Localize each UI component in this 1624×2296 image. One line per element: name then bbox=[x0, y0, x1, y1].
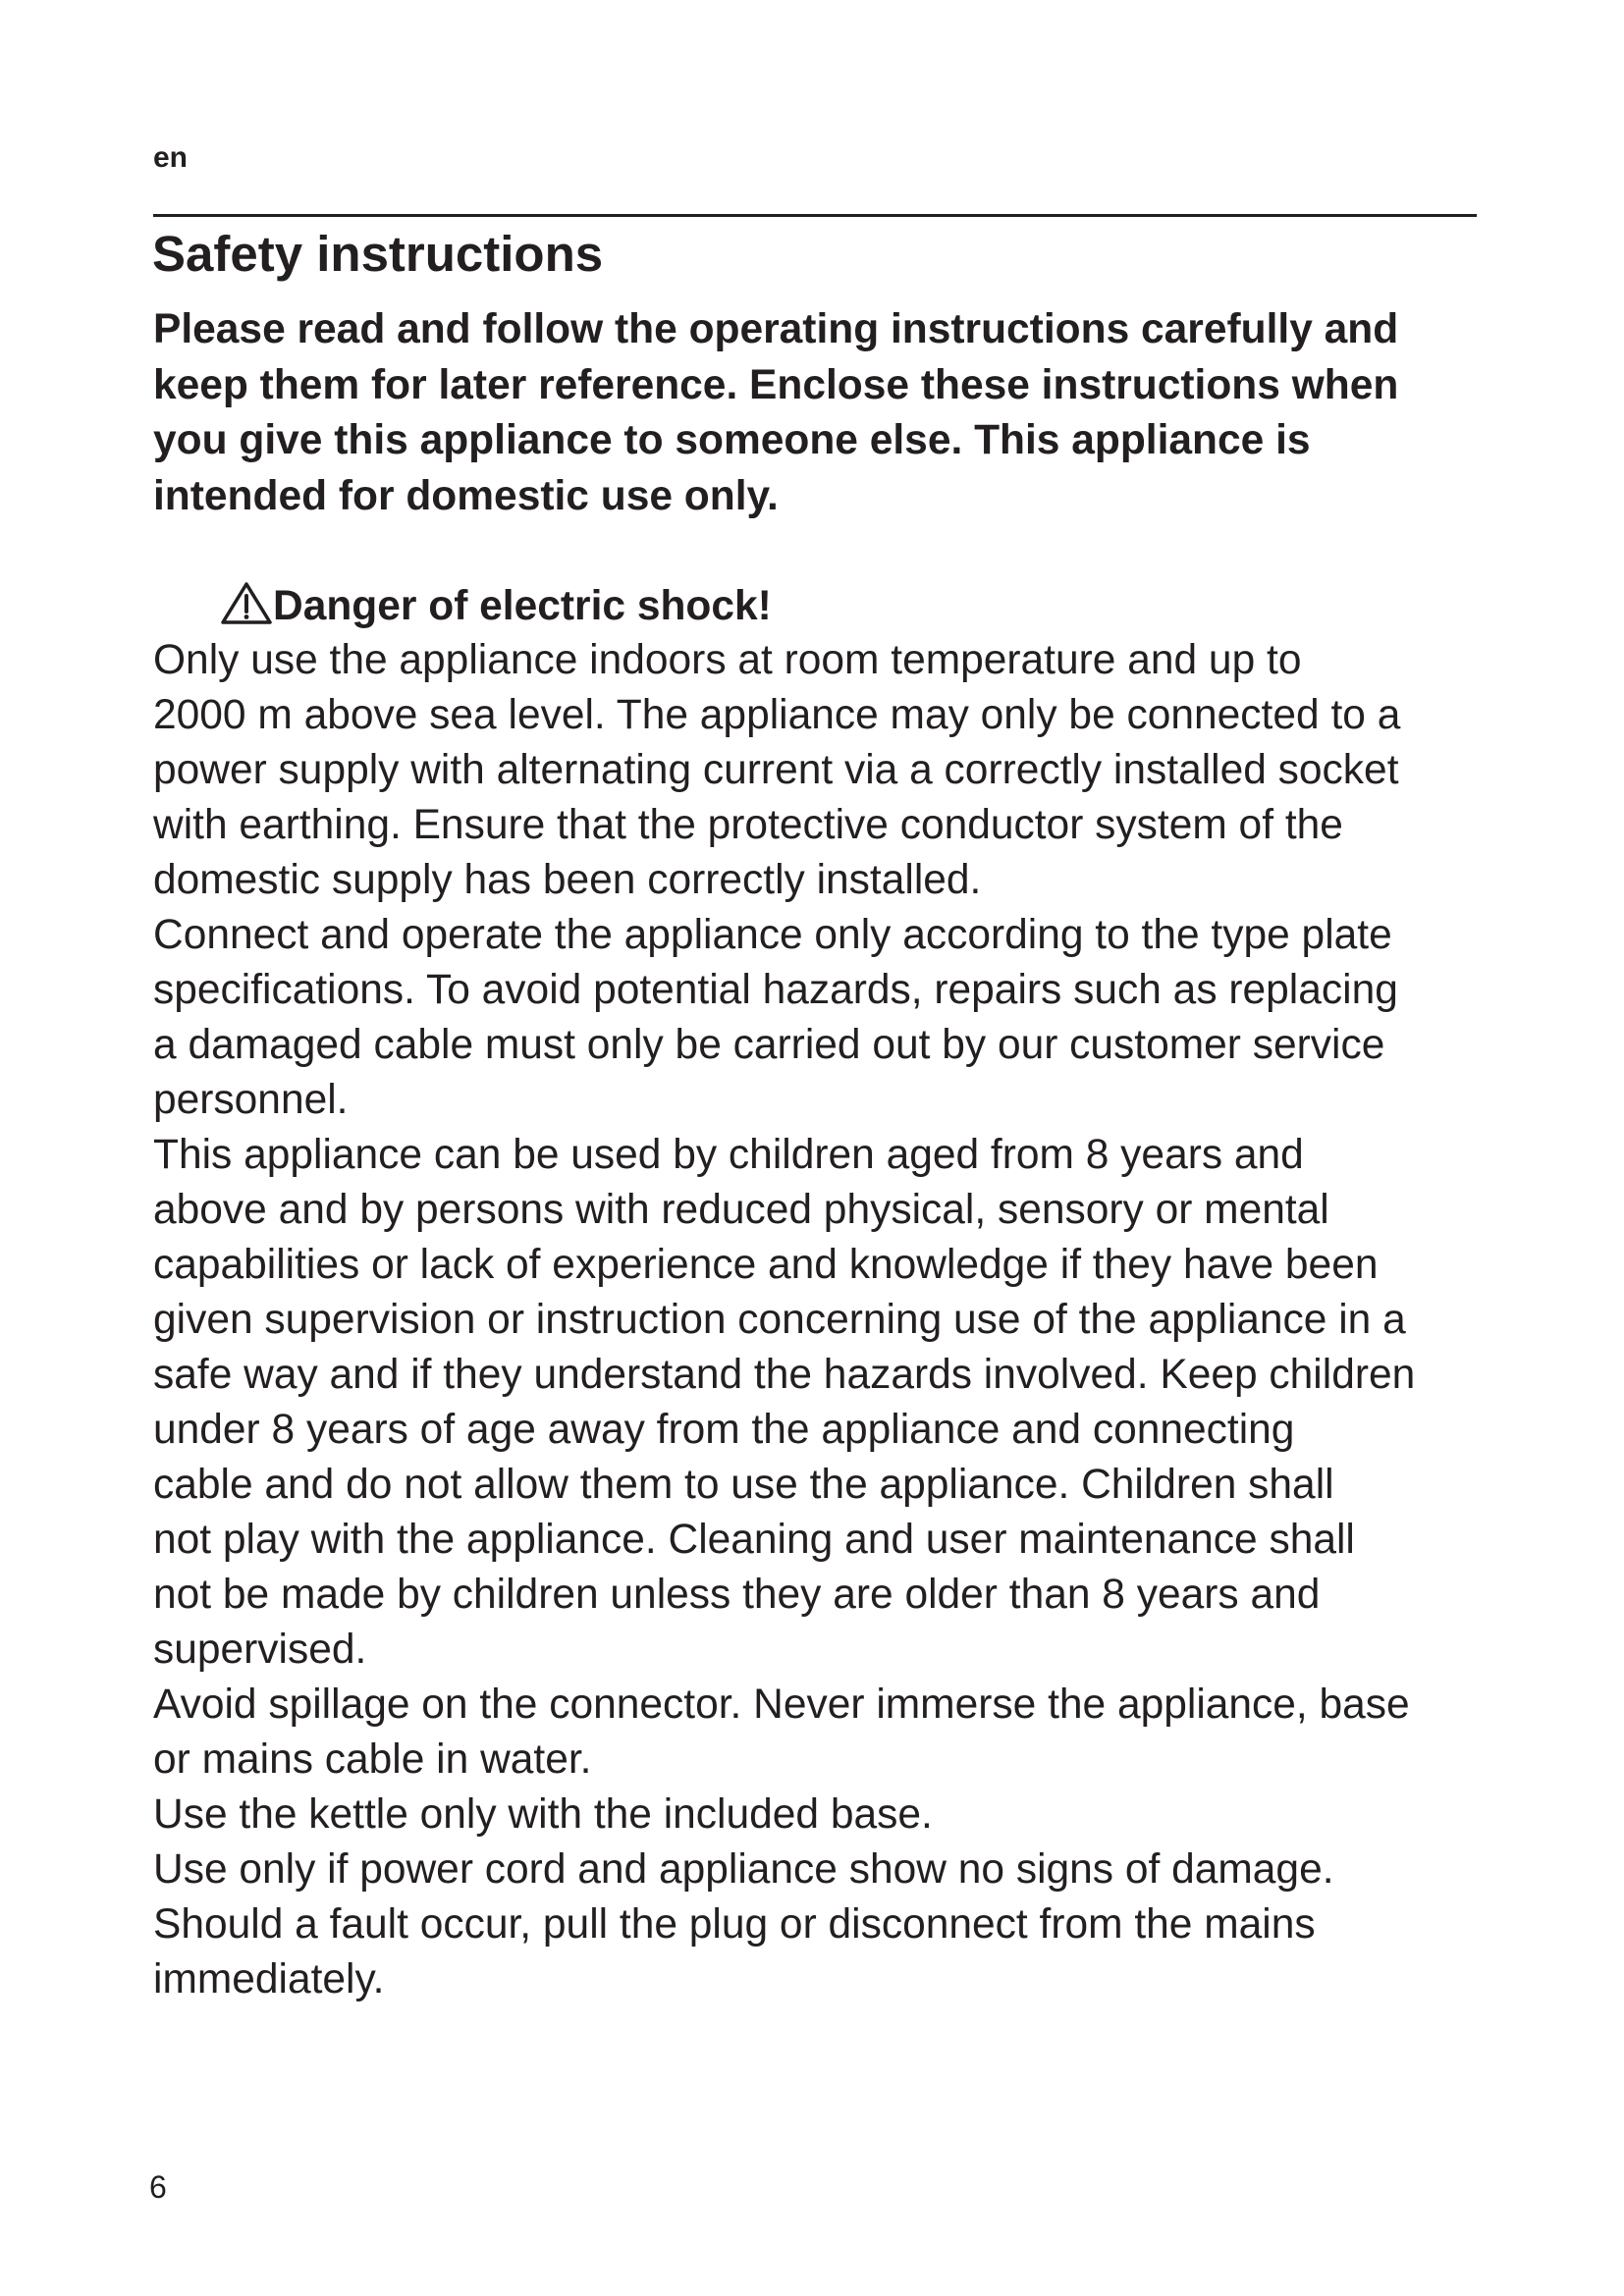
intro-line: intended for domestic use only. bbox=[153, 472, 779, 519]
section-title: Safety instructions bbox=[152, 226, 604, 282]
body-line: power supply with alternating current via a correctly installed socket bbox=[153, 747, 1399, 793]
body-line: immediately. bbox=[153, 1956, 385, 2002]
body-line: above and by persons with reduced physical, sensory or mental bbox=[153, 1187, 1329, 1233]
body-line: under 8 years of age away from the appliance and connecting bbox=[153, 1407, 1295, 1453]
body-line: Avoid spillage on the connector. Never immerse the appliance, base bbox=[153, 1682, 1410, 1728]
body-line: safe way and if they understand the hazards involved. Keep children bbox=[153, 1352, 1416, 1398]
warning-text: Danger of electric shock! bbox=[273, 583, 772, 629]
page-number: 6 bbox=[149, 2169, 167, 2205]
body-line: Should a fault occur, pull the plug or disconnect from the mains bbox=[153, 1901, 1316, 1948]
body-line: a damaged cable must only be carried out by our customer service bbox=[153, 1022, 1385, 1068]
body-line: not be made by children unless they are older than 8 years and bbox=[153, 1572, 1321, 1618]
body-line: supervised. bbox=[153, 1627, 367, 1673]
body-line: given supervision or instruction concerning use of the appliance in a bbox=[153, 1297, 1406, 1343]
body-line: Use only if power cord and appliance show no signs of damage. bbox=[153, 1846, 1334, 1893]
language-code: en bbox=[153, 141, 189, 174]
warning-heading bbox=[220, 579, 772, 634]
body-line: domestic supply has been correctly installed. bbox=[153, 857, 982, 903]
body-line: cable and do not allow them to use the appliance. Children shall bbox=[153, 1462, 1334, 1508]
body-line: Connect and operate the appliance only according to the type plate bbox=[153, 912, 1392, 958]
safety-body-text bbox=[153, 633, 1547, 2007]
intro-line: you give this appliance to someone else. This appliance is bbox=[153, 417, 1311, 463]
body-line: Only use the appliance indoors at room temperature and up to bbox=[153, 637, 1302, 683]
body-line: Use the kettle only with the included base. bbox=[153, 1791, 933, 1838]
body-line: or mains cable in water. bbox=[153, 1736, 592, 1783]
intro-line: keep them for later reference. Enclose these instructions when bbox=[153, 361, 1399, 408]
body-line: specifications. To avoid potential hazards, repairs such as replacing bbox=[153, 967, 1398, 1013]
body-line: with earthing. Ensure that the protective conductor system of the bbox=[153, 802, 1343, 848]
body-line: not play with the appliance. Cleaning and user maintenance shall bbox=[153, 1517, 1355, 1563]
header-divider bbox=[153, 214, 1477, 217]
body-line: This appliance can be used by children aged from 8 years and bbox=[153, 1132, 1304, 1178]
warning-triangle-icon bbox=[220, 580, 273, 625]
body-line: 2000 m above sea level. The appliance may only be connected to a bbox=[153, 692, 1401, 738]
body-line: capabilities or lack of experience and knowledge if they have been bbox=[153, 1242, 1379, 1288]
intro-line: Please read and follow the operating instructions carefully and bbox=[153, 306, 1399, 352]
body-line: personnel. bbox=[153, 1077, 349, 1123]
intro-paragraph bbox=[153, 302, 1528, 524]
